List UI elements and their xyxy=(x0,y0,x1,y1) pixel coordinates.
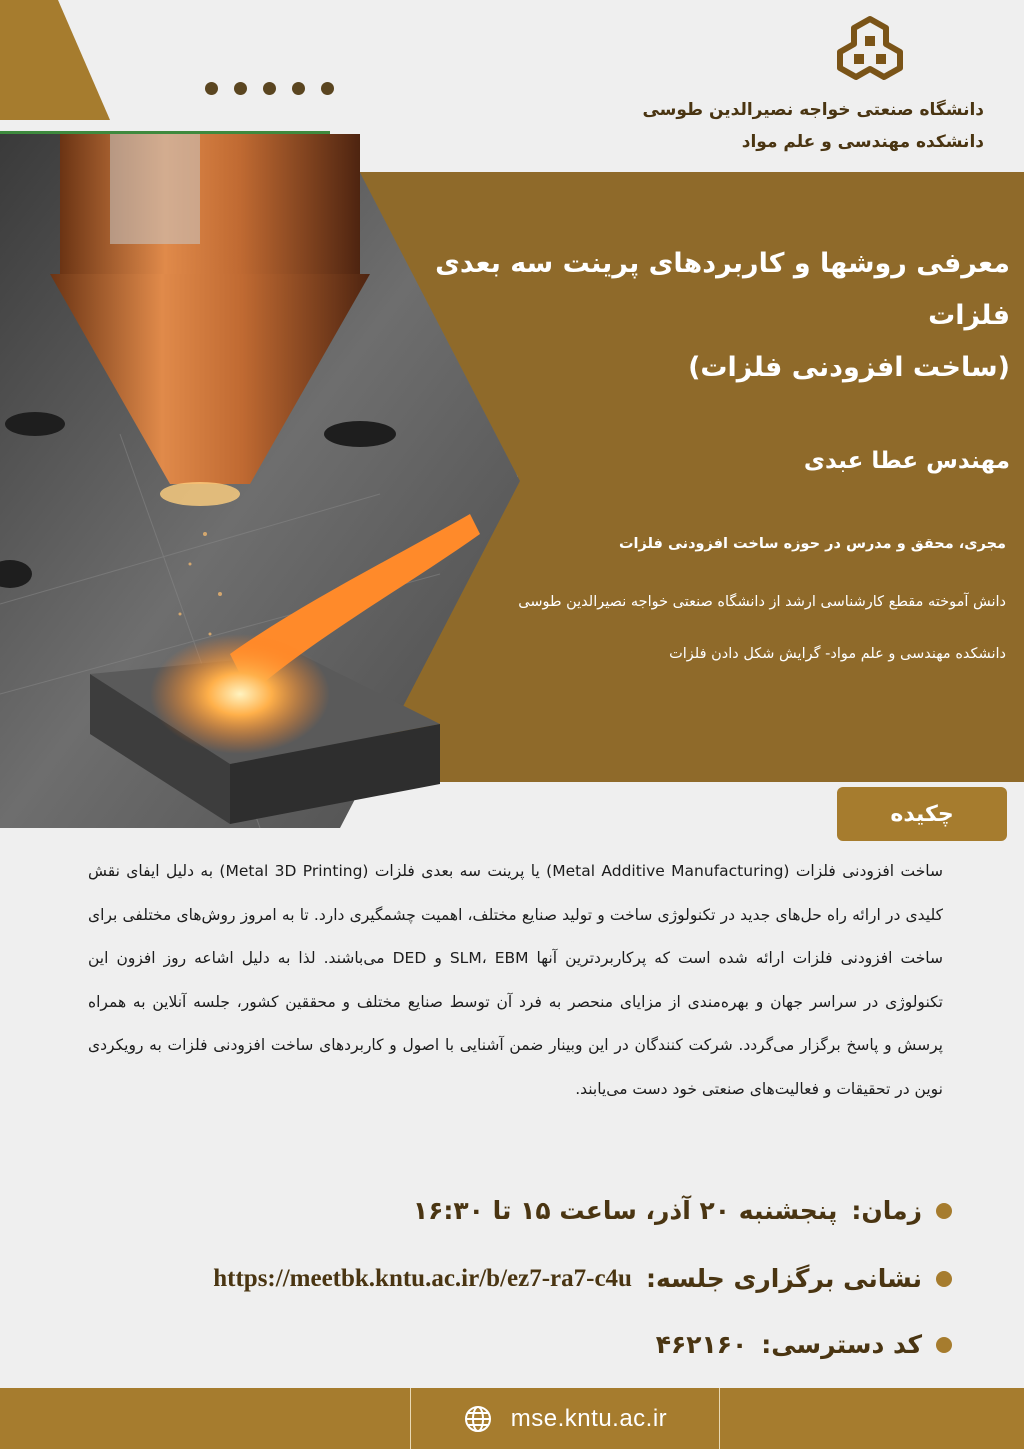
event-title-line1: معرفی روشها و کاربردهای پرینت سه بعدی فلزات xyxy=(435,248,1010,331)
abstract-heading: چکیده xyxy=(837,787,1007,841)
website-link[interactable]: mse.kntu.ac.ir xyxy=(510,1404,668,1432)
globe-icon xyxy=(463,1404,493,1434)
bullet-icon xyxy=(936,1337,952,1353)
code-label: کد دسترسی: xyxy=(761,1330,922,1359)
speaker-bio-line3: دانشکده مهندسی و علم مواد- گرایش شکل دادن فلزات xyxy=(669,646,1006,662)
university-header xyxy=(564,94,984,158)
bullet-icon xyxy=(936,1271,952,1287)
meeting-link[interactable]: https://meetbk.kntu.ac.ir/b/ez7-ra7-c4u xyxy=(213,1264,632,1292)
time-value: پنجشنبه ۲۰ آذر، ساعت ۱۵ تا ۱۶:۳۰ xyxy=(412,1196,838,1225)
link-row xyxy=(52,1264,952,1293)
footer-website-box[interactable] xyxy=(410,1388,720,1449)
corner-decoration xyxy=(0,0,110,120)
bullet-icon xyxy=(936,1203,952,1219)
link-label: نشانی برگزاری جلسه: xyxy=(645,1264,922,1293)
event-title xyxy=(370,238,1010,394)
access-code: ۴۶۲۱۶۰ xyxy=(655,1330,748,1359)
event-title-line2: (ساخت افزودنی فلزات) xyxy=(688,352,1010,383)
faculty-name: دانشکده مهندسی و علم مواد xyxy=(741,132,984,152)
dots-decoration xyxy=(205,82,334,95)
code-row xyxy=(52,1330,952,1359)
speaker-bio-line2: دانش آموخته مقطع کارشناسی ارشد از دانشگاه صنعتی خواجه نصیرالدین طوسی xyxy=(518,594,1006,610)
speaker-name: مهندس عطا عبدی xyxy=(803,448,1010,474)
speaker-bio-line1: مجری، محقق و مدرس در حوزه ساخت افزودنی فلزات xyxy=(618,536,1006,552)
university-name: دانشگاه صنعتی خواجه نصیرالدین طوسی xyxy=(642,100,984,120)
university-logo-icon xyxy=(834,14,906,82)
time-label: زمان: xyxy=(851,1196,922,1225)
abstract-text: ساخت افزودنی فلزات (Metal Additive Manufacturing) یا پرینت سه بعدی فلزات (Metal 3D Printing) به دلیل ایفای نقش کلیدی در ارائه راه حل‌های جدید در تکنولوژی ساخت و تولید صنایع مختلف، اهمیت چشمگیری دارد. تا به امروز روش‌های مختلفی برای ساخت افزودنی فلزات ارائه شده است که پرکاربردترین آنها SLM، EBM و DED می‌باشند. لذا به دلیل اشاعه روز افزون این تکنولوژی در سراسر جهان و بهره‌مندی از مزایای منحصر به فرد آن توسط صنایع مختلف و محققین کشور، جلسه آنلاین به همراه پرسش و پاسخ برگزار می‌گردد. شرکت کنندگان در این وبینار ضمن آشنایی با اصول و کاربردهای ساخت افزودنی فلزات به رویکردی نوین در تحقیقات و فعالیت‌های صنعتی خود دست می‌یابند. xyxy=(88,862,944,1098)
time-row xyxy=(52,1196,952,1225)
